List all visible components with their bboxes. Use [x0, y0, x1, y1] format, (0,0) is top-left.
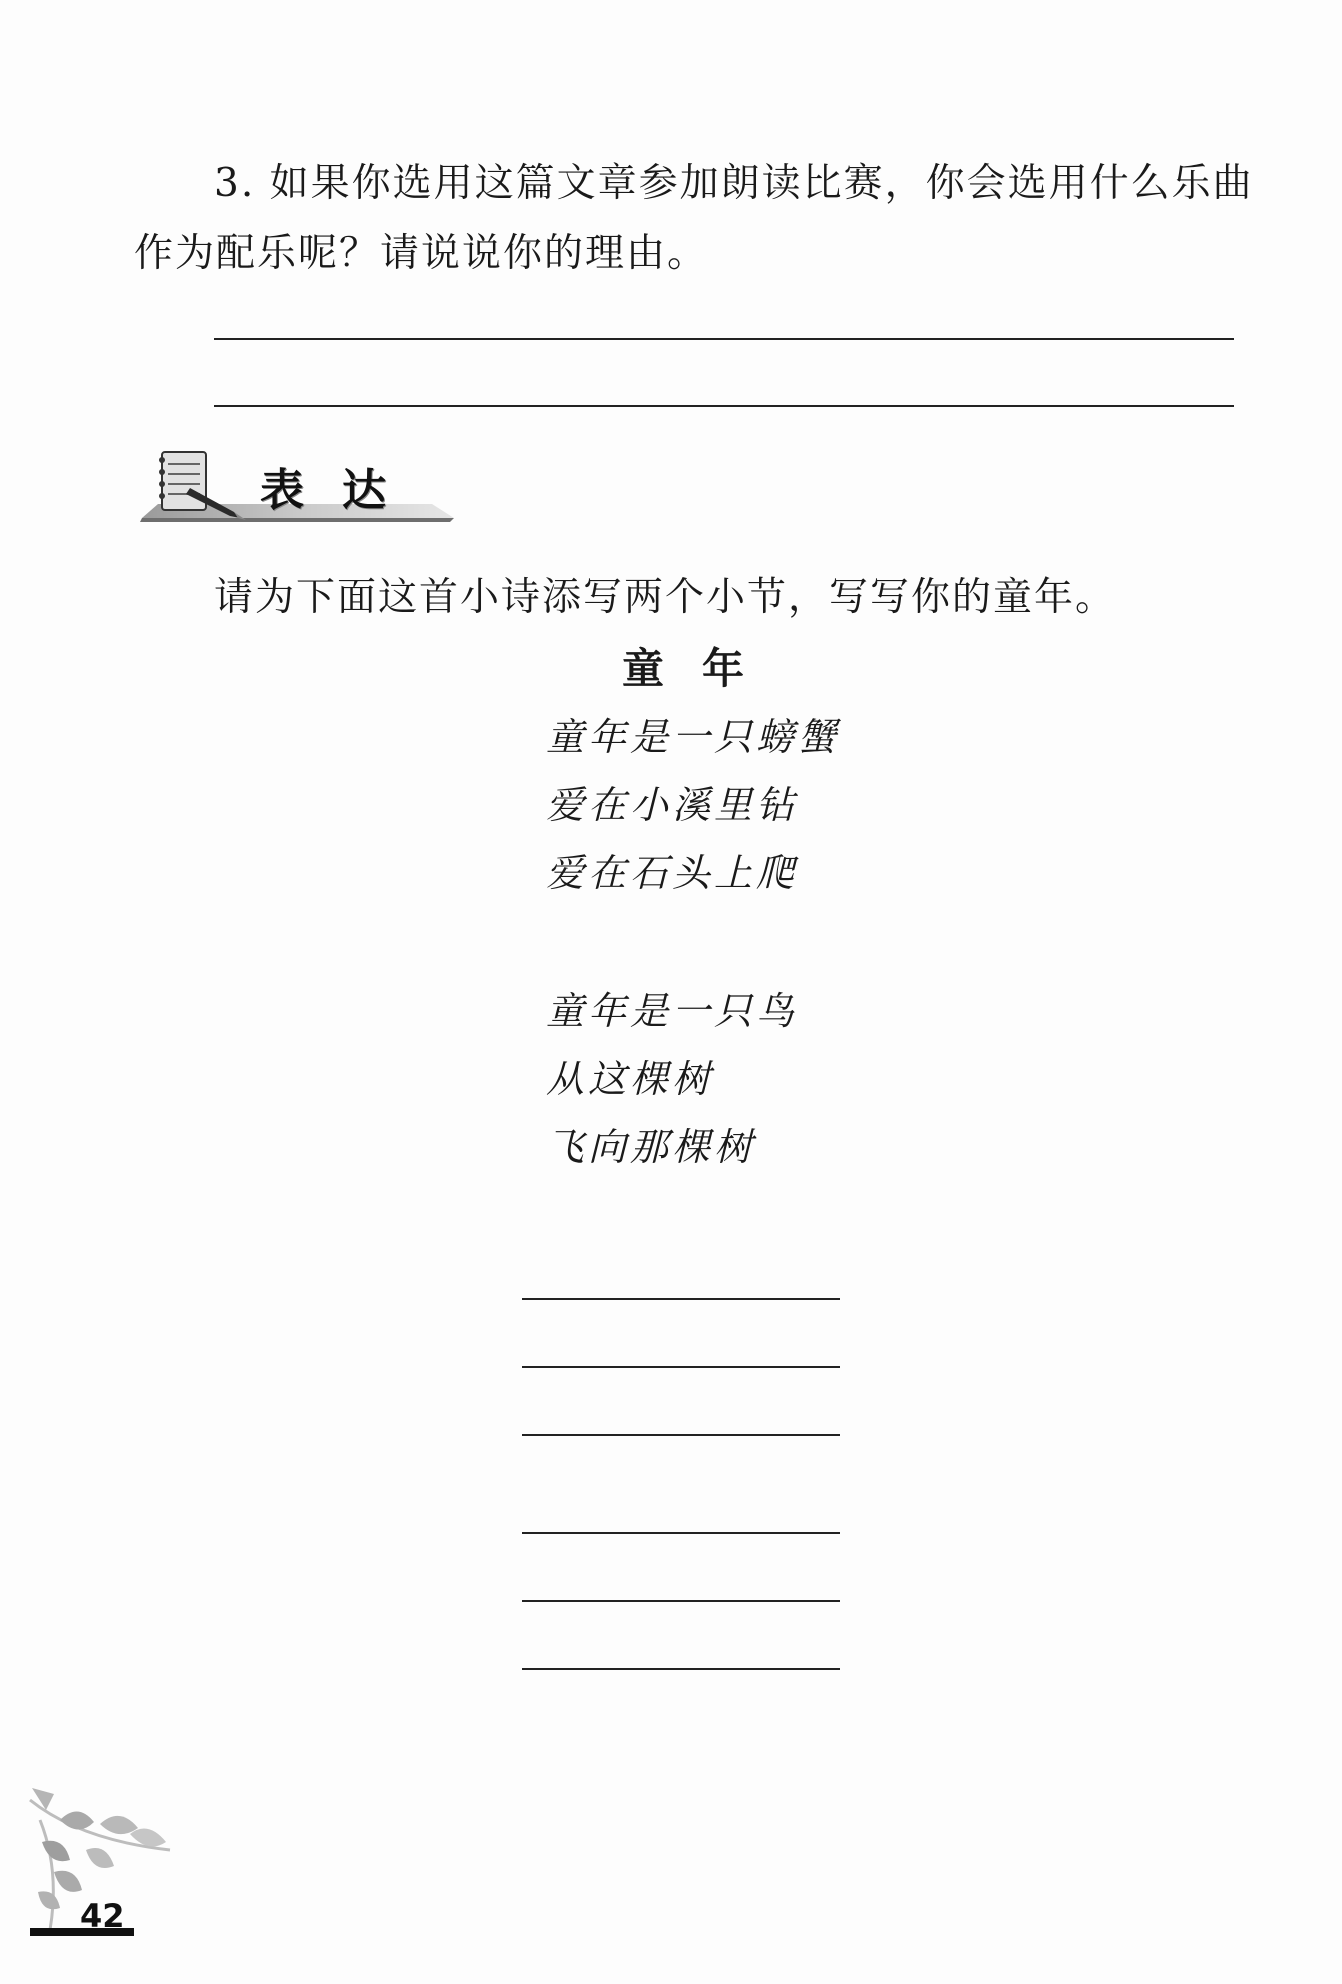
poem-title: 童年: [622, 644, 783, 693]
answer-line-2[interactable]: [214, 405, 1234, 407]
question-line-2: 作为配乐呢？请说说你的理由。: [134, 231, 709, 276]
page-number: 42: [80, 1897, 125, 1935]
poem-line: 爱在石头上爬: [546, 851, 799, 895]
instruction-text: 请为下面这首小诗添写两个小节，写写你的童年。: [214, 575, 1117, 620]
poem-blank-line[interactable]: [522, 1600, 840, 1602]
notebook-pen-icon: [150, 448, 260, 524]
poem-line: 童年是一只螃蟹: [546, 715, 841, 759]
poem-blank-line[interactable]: [522, 1366, 840, 1368]
poem-blank-line[interactable]: [522, 1532, 840, 1534]
poem-blank-line[interactable]: [522, 1298, 840, 1300]
question-line-1: 3. 如果你选用这篇文章参加朗读比赛，你会选用什么乐曲: [214, 161, 1254, 206]
poem-line: 童年是一只鸟: [546, 989, 799, 1033]
section-header: [132, 452, 462, 528]
section-title: 表达: [260, 465, 424, 516]
answer-line-1[interactable]: [214, 338, 1234, 340]
poem-blank-line[interactable]: [522, 1668, 840, 1670]
poem-blank-line[interactable]: [522, 1434, 840, 1436]
poem-line: 飞向那棵树: [546, 1125, 757, 1169]
poem-line: 爱在小溪里钻: [546, 783, 799, 827]
poem-line: 从这棵树: [546, 1057, 715, 1101]
